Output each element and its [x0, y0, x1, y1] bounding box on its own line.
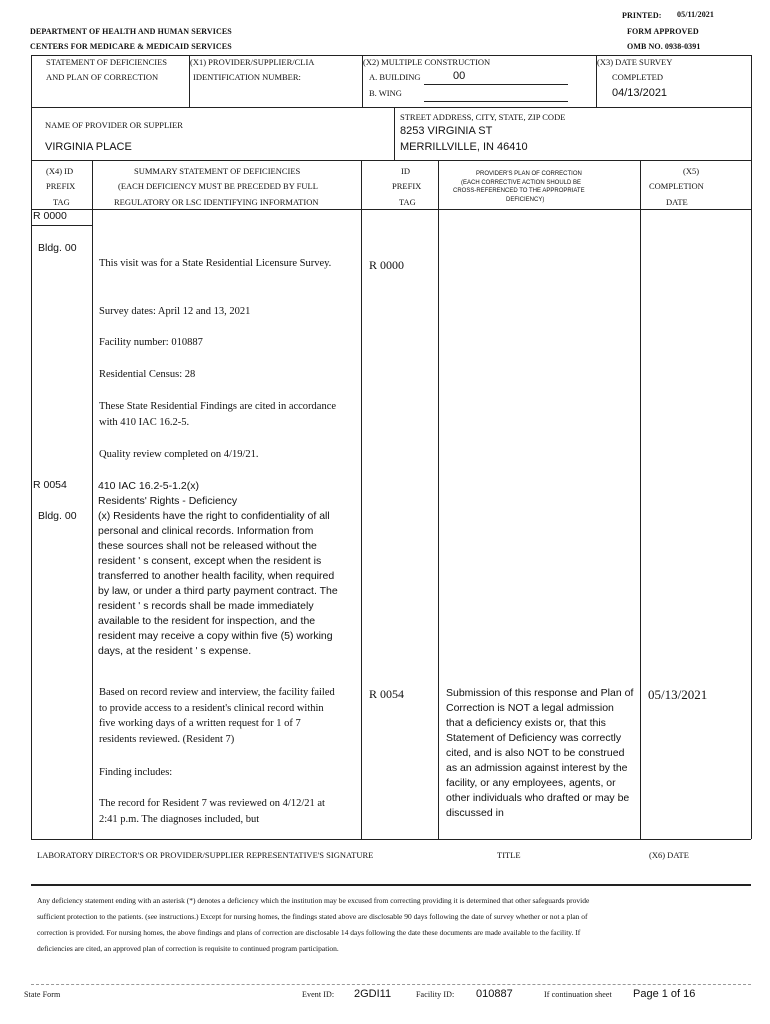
id-label-2: PREFIX: [392, 181, 422, 191]
tag-r0000-right: R 0000: [369, 258, 405, 272]
facility-number: Facility number: 010887: [99, 337, 203, 348]
continuation-label: If continuation sheet: [544, 990, 612, 999]
title-label: TITLE: [497, 850, 521, 860]
completion-date: 05/13/2021: [648, 687, 708, 702]
x1-label-1: (X1) PROVIDER/SUPPLIER/CLIA: [190, 57, 315, 67]
bldg-label-1: Bldg. 00: [38, 242, 77, 254]
plan-of-correction-text: Submission of this response and Plan of Correction is NOT a legal admission that a deficiency exists or, that this Statement of Deficiency was correctly cited, and is also NOT to be construed as an admission against interest by the facility, or any employees, agents, or other individuals who drafted or may be discussed in: [446, 687, 634, 819]
wing-label: B. WING: [369, 88, 402, 98]
summary-label-3: REGULATORY OR LSC IDENTIFYING INFORMATION: [114, 197, 319, 207]
plan-label-1: PROVIDER'S PLAN OF CORRECTION: [476, 171, 582, 177]
agency-line2: CENTERS FOR MEDICARE & MEDICAID SERVICES: [30, 42, 232, 51]
address-line2: MERRILLVILLE, IN 46410: [400, 141, 528, 153]
agency-line1: DEPARTMENT OF HEALTH AND HUMAN SERVICES: [30, 27, 232, 36]
state-findings: These State Residential Findings are cited in accordance with 410 IAC 16.2-5.: [99, 401, 337, 428]
x3-label-1: (X3) DATE SURVEY: [597, 57, 673, 67]
signature-label: LABORATORY DIRECTOR'S OR PROVIDER/SUPPLIER REPRESENTATIVE'S SIGNATURE: [37, 850, 374, 860]
x4-label-3: TAG: [53, 197, 70, 207]
x4-label-2: PREFIX: [46, 181, 76, 191]
form-approved: FORM APPROVED: [627, 27, 699, 36]
regulation-text: 410 IAC 16.2-5-1.2(x) Residents' Rights - Deficiency (x) Residents have the right to confidentiality of all personal and clinical records. Information from these sources shall not be released without the resident ' s consent, except when the resident is transferred to another health facility, when required by law, or under a third party payment contract. The resident ' s records shall be made immediately available to the resident for inspection, and the resident may receive a copy within five (5) working days, at the resident ' s expense.: [98, 480, 338, 657]
id-label-1: ID: [401, 166, 410, 176]
finding-summary: Based on record review and interview, the facility failed to provide access to a resident's clinical record within five working days of a written request for 1 of 7 residents reviewed. (Resident 7): [99, 687, 335, 745]
survey-dates: Survey dates: April 12 and 13, 2021: [99, 306, 251, 317]
summary-label-1: SUMMARY STATEMENT OF DEFICIENCIES: [134, 166, 301, 176]
tag-r0054: R 0054: [33, 479, 67, 491]
event-id: 2GDI11: [354, 988, 392, 1000]
survey-date: 04/13/2021: [612, 87, 668, 99]
residential-census: Residential Census: 28: [99, 369, 196, 380]
address-line1: 8253 VIRGINIA ST: [400, 125, 493, 137]
tag-r0054-right: R 0054: [369, 687, 405, 701]
id-label-3: TAG: [399, 197, 416, 207]
record-review: The record for Resident 7 was reviewed on 4/12/21 at 2:41 p.m. The diagnoses included, but: [99, 798, 325, 825]
provider-label: NAME OF PROVIDER OR SUPPLIER: [45, 120, 183, 130]
x5-label-2: COMPLETION: [649, 181, 704, 191]
x4-label-1: (X4) ID: [46, 166, 74, 176]
x1-label-2: IDENTIFICATION NUMBER:: [193, 72, 301, 82]
x5-label-3: DATE: [666, 197, 688, 207]
tag-r0000: R 0000: [33, 210, 67, 222]
statement-label-2: AND PLAN OF CORRECTION: [46, 72, 159, 82]
x5-label-1: (X5): [683, 166, 700, 176]
bldg-label-2: Bldg. 00: [38, 510, 77, 522]
facility-id-label: Facility ID:: [416, 990, 455, 999]
finding-includes: Finding includes:: [99, 767, 173, 778]
printed-label: PRINTED:: [622, 11, 662, 20]
plan-label-2: (EACH CORRECTIVE ACTION SHOULD BE: [461, 180, 582, 186]
page-number: Page 1 of 16: [633, 988, 696, 1000]
building-label: A. BUILDING: [369, 72, 421, 82]
quality-review: Quality review completed on 4/19/21.: [99, 449, 259, 460]
event-id-label: Event ID:: [302, 990, 335, 999]
plan-label-3: CROSS-REFERENCED TO THE APPROPRIATE: [453, 188, 585, 194]
facility-id: 010887: [476, 988, 513, 1000]
printed-date: 05/11/2021: [677, 10, 715, 19]
building-value: 00: [453, 70, 466, 82]
statement-label-1: STATEMENT OF DEFICIENCIES: [46, 57, 168, 67]
x6-date-label: (X6) DATE: [649, 850, 689, 860]
state-form-label: State Form: [24, 990, 61, 999]
disclosure-footnote: Any deficiency statement ending with an asterisk (*) denotes a deficiency which the institution may be excused from correcting providing it is determined that other safeguards provide sufficient protection to the patients. (see instructions.) Except for nursing homes, the findings stated above are disclosable 90 days following the date of survey whether or not a plan of correction is provided. For nursing homes, the above findings and plans of correction are disclosable 14 days following the date these documents are made available to the facility. If deficiencies are cited, an approved plan of correction is requisite to continued program participation.: [37, 896, 590, 953]
x2-label: (X2) MULTIPLE CONSTRUCTION: [363, 57, 491, 67]
survey-intro: This visit was for a State Residential Licensure Survey.: [99, 258, 332, 269]
summary-label-2: (EACH DEFICIENCY MUST BE PRECEDED BY FULL: [118, 181, 318, 191]
omb-number: OMB NO. 0938-0391: [627, 42, 701, 51]
address-label: STREET ADDRESS, CITY, STATE, ZIP CODE: [400, 112, 566, 122]
x3-label-2: COMPLETED: [612, 72, 663, 82]
provider-name: VIRGINIA PLACE: [45, 141, 132, 153]
plan-label-4: DEFICIENCY): [506, 197, 545, 203]
